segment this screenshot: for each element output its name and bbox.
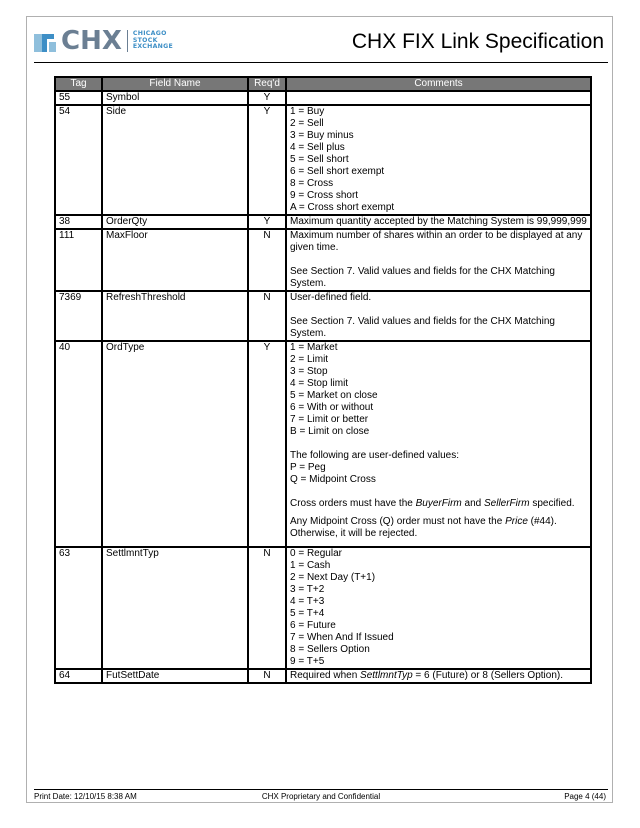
comment-line: 1 = Buy: [290, 106, 325, 117]
cell-required: Y: [248, 215, 286, 229]
header-comments: Comments: [286, 77, 591, 91]
cell-comments: [286, 291, 591, 341]
cell-tag: 63: [55, 547, 102, 669]
comment-line: 4 = T+3: [290, 596, 325, 607]
comment-text: User-defined field.: [290, 292, 372, 303]
table-row: [55, 547, 591, 669]
comment-line: 3 = Stop: [290, 366, 328, 377]
table-row: [55, 105, 591, 215]
comment-line: 6 = Future: [290, 620, 336, 631]
page-number: Page 4 (44): [564, 792, 606, 801]
chx-logo: [34, 26, 174, 56]
comment-line: 8 = Cross: [290, 178, 334, 189]
cross-order-note: Cross orders must have the BuyerFirm and SellerFirm specified.: [290, 498, 575, 509]
comment-text: Maximum quantity accepted by the Matching System is 99,999,999: [290, 216, 587, 227]
page-header: [34, 20, 608, 60]
print-date: Print Date: 12/10/15 8:38 AM: [34, 792, 137, 801]
cell-required: N: [248, 547, 286, 669]
footer-rule: [34, 789, 608, 790]
cell-required: N: [248, 669, 286, 683]
comment-line: 5 = T+4: [290, 608, 325, 619]
comment-line: 6 = With or without: [290, 402, 374, 413]
cell-tag: 7369: [55, 291, 102, 341]
comment-line: 9 = T+5: [290, 656, 325, 667]
cell-field-name: RefreshThreshold: [102, 291, 248, 341]
table-row: [55, 291, 591, 341]
cell-field-name: OrdType: [102, 341, 248, 547]
comment-line: 4 = Sell plus: [290, 142, 345, 153]
table-row: [55, 91, 591, 105]
comment-line: 7 = When And If Issued: [290, 632, 394, 643]
table-row: [55, 215, 591, 229]
comment-line: 1 = Market: [290, 342, 338, 353]
cell-field-name: SettlmntTyp: [102, 547, 248, 669]
settlement-date-note: Required when SettlmntTyp = 6 (Future) or 8 (Sellers Option).: [290, 670, 563, 681]
cell-required: Y: [248, 341, 286, 547]
comment-line: 2 = Next Day (T+1): [290, 572, 376, 583]
header-required: Req'd: [248, 77, 286, 91]
cell-tag: 54: [55, 105, 102, 215]
comment-line: 2 = Limit: [290, 354, 329, 365]
cell-tag: 38: [55, 215, 102, 229]
cell-tag: 111: [55, 229, 102, 291]
cell-field-name: Side: [102, 105, 248, 215]
comment-line: P = Peg: [290, 462, 326, 473]
cell-required: N: [248, 229, 286, 291]
cell-comments: [286, 215, 591, 229]
comment-line: A = Cross short exempt: [290, 202, 395, 213]
cell-required: N: [248, 291, 286, 341]
comment-line: 8 = Sellers Option: [290, 644, 370, 655]
logo-subtitle: CHICAGO STOCK EXCHANGE: [132, 30, 174, 51]
chx-logo-mark-icon: [34, 30, 58, 52]
comment-line: 5 = Market on close: [290, 390, 378, 401]
confidentiality-notice: CHX Proprietary and Confidential: [261, 792, 381, 801]
table-row: [55, 669, 591, 683]
logo-divider: [127, 30, 128, 52]
fields-table: [54, 76, 592, 684]
comment-line: 3 = T+2: [290, 584, 325, 595]
cell-tag: 40: [55, 341, 102, 547]
comment-see-section: See Section 7. Valid values and fields for the CHX Matching System.: [290, 316, 555, 339]
comment-line: The following are user-defined values:: [290, 450, 459, 461]
cell-required: Y: [248, 105, 286, 215]
comment-line: 2 = Sell: [290, 118, 324, 129]
comment-line: B = Limit on close: [290, 426, 370, 437]
comment-line: 3 = Buy minus: [290, 130, 354, 141]
cell-comments: [286, 547, 591, 669]
comment-see-section: See Section 7. Valid values and fields for the CHX Matching System.: [290, 266, 555, 289]
table-row: [55, 341, 591, 547]
header-rule: [34, 62, 608, 63]
comment-text: Maximum number of shares within an order to be displayed at any given time.: [290, 230, 583, 253]
cell-comments: [286, 105, 591, 215]
header-field-name: Field Name: [102, 77, 248, 91]
comment-line: 7 = Limit or better: [290, 414, 369, 425]
comment-line: 5 = Sell short: [290, 154, 349, 165]
cell-comments: [286, 91, 591, 105]
cell-tag: 55: [55, 91, 102, 105]
table-row: [55, 229, 591, 291]
cell-field-name: Symbol: [102, 91, 248, 105]
comment-line: 4 = Stop limit: [290, 378, 349, 389]
cell-comments: [286, 341, 591, 547]
cell-required: Y: [248, 91, 286, 105]
comment-line: 9 = Cross short: [290, 190, 359, 201]
logo-wordmark: CHX: [61, 26, 122, 56]
cell-field-name: FutSettDate: [102, 669, 248, 683]
cell-comments: [286, 229, 591, 291]
comment-line: Q = Midpoint Cross: [290, 474, 376, 485]
midpoint-cross-note: Any Midpoint Cross (Q) order must not have the Price (#44). Otherwise, it will be rejected.: [290, 516, 557, 539]
cell-field-name: OrderQty: [102, 215, 248, 229]
comment-line: 0 = Regular: [290, 548, 342, 559]
document-title: CHX FIX Link Specification: [351, 30, 604, 53]
cell-tag: 64: [55, 669, 102, 683]
cell-comments: [286, 669, 591, 683]
table-header-row: [55, 77, 591, 91]
comment-line: 1 = Cash: [290, 560, 331, 571]
header-tag: Tag: [55, 77, 102, 91]
comment-line: 6 = Sell short exempt: [290, 166, 385, 177]
cell-field-name: MaxFloor: [102, 229, 248, 291]
